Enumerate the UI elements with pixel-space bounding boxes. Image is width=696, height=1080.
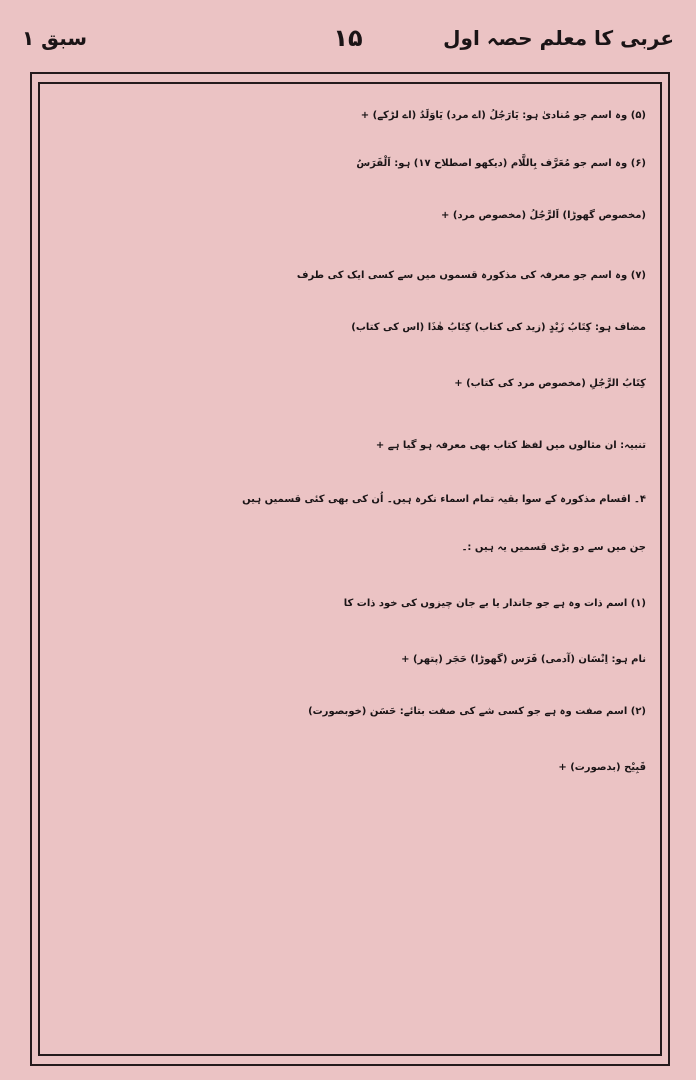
page-number: ۱۵	[333, 24, 363, 52]
text-line: (۶) وہ اسم جو مُعَرَّف بِاللَّام (دیکھو اصطلاح ۱۷) ہو: اَلْفَرَسُ	[356, 158, 646, 169]
text-line: (۱) اسم ذات وہ ہے جو جاندار یا بے جان چیزوں کی خود ذات کا	[343, 598, 646, 609]
text-line: (۲) اسم صفت وہ ہے جو کسی شے کی صفت بتائے: حَسَن (خوبصورت)	[308, 706, 646, 717]
book-title: عربی کا معلم حصہ اول	[443, 26, 674, 50]
text-line: (۵) وہ اسم جو مُنادیٰ ہو: یَارَجُلُ (اے مرد) یَاوَلَدُ (اے لڑکے) +	[360, 110, 646, 121]
text-line: نام ہو: اِنْسَان (آدمی) فَرَس (گھوڑا) حَجَر (پتھر) +	[401, 654, 646, 665]
text-line: قَبِیْح (بدصورت) +	[558, 762, 646, 773]
page-header	[22, 18, 674, 62]
text-line: (مخصوص گھوڑا) اَلرَّجُلُ (مخصوص مرد) +	[441, 210, 646, 221]
note-line: تنبیہ: ان مثالوں میں لفظ کتاب بھی معرفہ ہو گیا ہے +	[375, 440, 646, 451]
text-line: (۷) وہ اسم جو معرفہ کی مذکورہ قسموں میں سے کسی ایک کی طرف	[296, 270, 646, 281]
text-line: جن میں سے دو بڑی قسمیں یہ ہیں :۔	[461, 542, 646, 553]
page-body	[56, 110, 646, 812]
text-line: ۴۔ اقسام مذکورہ کے سوا بقیہ تمام اسماء نکرہ ہیں۔ اُن کی بھی کئی قسمیں ہیں	[242, 494, 646, 505]
text-line: کِتَابُ الرَّجُلِ (مخصوص مرد کی کتاب) +	[454, 378, 646, 389]
lesson-label: سبق ۱	[22, 26, 88, 50]
text-line: مضاف ہو: کِتَابُ زَیْدٍ (زید کی کتاب) کِتَابُ ھٰذَا (اس کی کتاب)	[351, 322, 646, 333]
